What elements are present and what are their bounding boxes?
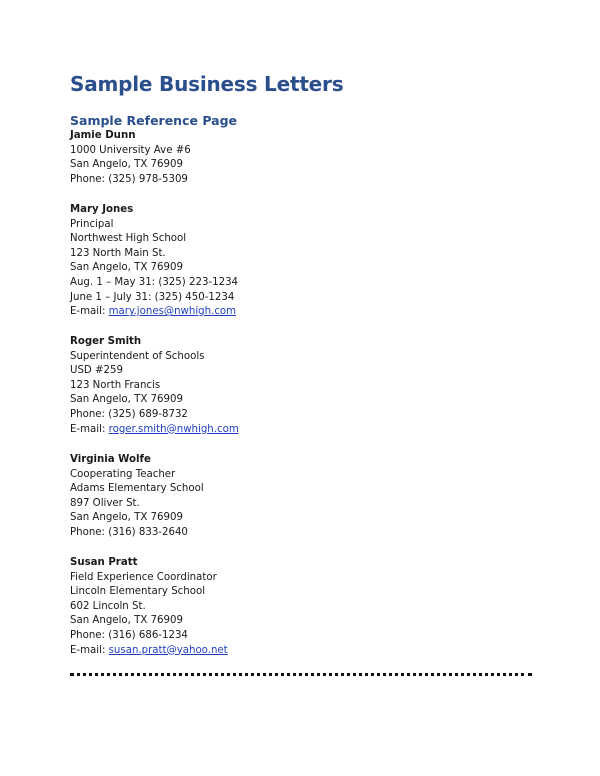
reference-line: Principal: [70, 218, 114, 230]
reference-line: 123 North Main St.: [70, 247, 166, 259]
reference-email-line: [70, 305, 238, 320]
reference-line: USD #259: [70, 365, 123, 377]
email-link[interactable]: susan.pratt@yahoo.net: [108, 644, 228, 656]
reference-line: Phone: (316) 686-1234: [70, 629, 188, 641]
page-title: Sample Business Letters: [70, 72, 344, 96]
reference-line: 123 North Francis: [70, 379, 161, 391]
reference-line: San Angelo, TX 76909: [70, 512, 183, 524]
section-subtitle: Sample Reference Page: [70, 113, 238, 128]
email-label: E-mail:: [70, 423, 109, 435]
reference-name: Jamie Dunn: [70, 130, 136, 141]
reference-name: Susan Pratt: [70, 557, 138, 568]
reference-line: Lincoln Elementary School: [70, 586, 206, 598]
reference-line: San Angelo, TX 76909: [70, 159, 183, 171]
reference-email-line: [70, 423, 239, 438]
reference-entry: [70, 129, 191, 187]
reference-line: 1000 University Ave #6: [70, 144, 191, 156]
reference-line: Field Experience Coordinator: [70, 571, 217, 583]
reference-line: Superintendent of Schools: [70, 350, 205, 362]
reference-line: Northwest High School: [70, 233, 187, 245]
reference-line: 602 Lincoln St.: [70, 600, 146, 612]
reference-line: Phone: (325) 978-5309: [70, 173, 188, 185]
reference-entry: [70, 203, 238, 320]
reference-line: Cooperating Teacher: [70, 468, 176, 480]
reference-line: San Angelo, TX 76909: [70, 262, 183, 274]
email-label: E-mail:: [70, 306, 109, 318]
reference-entry: [70, 335, 239, 437]
reference-line: Phone: (316) 833-2640: [70, 526, 188, 538]
reference-line: San Angelo, TX 76909: [70, 394, 183, 406]
reference-line: Adams Elementary School: [70, 483, 204, 495]
email-link[interactable]: roger.smith@nwhigh.com: [108, 423, 239, 435]
reference-line: Phone: (325) 689-8732: [70, 408, 188, 420]
dotted-divider: [70, 673, 532, 676]
reference-name: Mary Jones: [70, 204, 134, 215]
reference-line: June 1 – July 31: (325) 450-1234: [70, 291, 235, 303]
reference-name: Roger Smith: [70, 336, 142, 347]
reference-entry: [70, 556, 228, 658]
document-page: [70, 70, 532, 656]
reference-email-line: [70, 644, 228, 659]
reference-line: 897 Oliver St.: [70, 497, 140, 509]
email-link[interactable]: mary.jones@nwhigh.com: [108, 306, 237, 318]
reference-name: Virginia Wolfe: [70, 454, 151, 465]
reference-line: San Angelo, TX 76909: [70, 615, 183, 627]
reference-entry: [70, 453, 204, 541]
reference-line: Aug. 1 – May 31: (325) 223-1234: [70, 276, 239, 288]
email-label: E-mail:: [70, 644, 109, 656]
